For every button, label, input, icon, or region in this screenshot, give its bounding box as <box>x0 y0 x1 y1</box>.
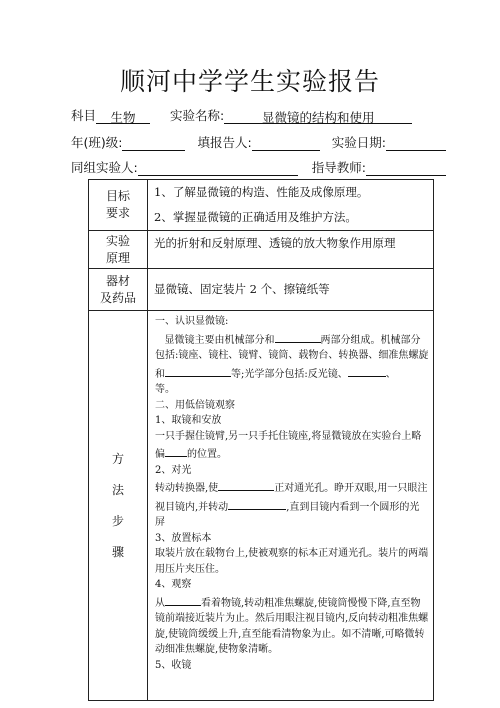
section-2-title: 二、用低倍镜观察 <box>155 399 235 411</box>
s1-text-d: 、 <box>385 368 396 380</box>
teacher-label: 指导教师: <box>311 160 366 175</box>
s2-4-text-b: 看着物镜,转动粗准焦螺旋,使镜筒慢慢下降,直至物镜前端接近装片为止。然后用眼注视目镜内,反向转动粗准焦螺旋,使镜筒缓缓上升,直至能看清物象为止。如不清晰,可略微转动细准焦螺旋,使物象清晰。 <box>155 597 429 655</box>
date-field[interactable] <box>386 135 446 151</box>
goals-content <box>148 180 434 231</box>
method-label-char-1: 方 <box>111 451 124 466</box>
blank-mirror[interactable] <box>228 497 286 510</box>
teacher-field[interactable] <box>366 160 446 176</box>
s1-text-a: 显微镜主要由机械部分和 <box>164 334 275 346</box>
materials-content: 显微镜、固定装片 2 个、擦镜纸等 <box>148 269 434 311</box>
s1-text-b: 两部分组成。机械部分包括:镜座、镜柱、镜臂、镜筒、载物台、转换器、细准焦螺旋和 <box>155 334 429 380</box>
report-title: 顺河中学学生实验报告 <box>119 67 380 96</box>
s2-4-text-a: 从 <box>155 597 165 609</box>
blank-side[interactable] <box>165 593 201 606</box>
experiment-name-label: 实验名称: <box>170 108 225 123</box>
step-4-title: 4、观察 <box>155 579 192 590</box>
header-row-1 <box>71 106 412 124</box>
step-1-title: 1、取镜和安放 <box>155 415 222 426</box>
step-3-title: 3、放置标本 <box>155 532 212 544</box>
method-label-char-4: 骤 <box>111 544 124 559</box>
s2-1-text-b: 的位置。 <box>187 449 227 460</box>
goals-label-line-1: 目标 <box>105 189 130 203</box>
partner-label: 同组实验人: <box>71 160 138 175</box>
goal-1: 1、了解显微镜的构造、性能及成像原理。 <box>154 185 369 199</box>
row-principle <box>89 231 434 269</box>
goals-label <box>89 180 148 231</box>
experiment-name-field[interactable]: 显微镜的结构和使用 <box>224 108 412 124</box>
materials-label <box>89 269 148 311</box>
step-2-text <box>155 478 429 531</box>
blank-direction[interactable] <box>165 444 187 457</box>
reporter-field[interactable] <box>252 135 320 151</box>
blank-optical-part[interactable] <box>275 330 321 343</box>
s1-text-c: 等;光学部分包括:反光镜、 <box>231 368 348 380</box>
reporter-label: 填报告人: <box>197 135 252 150</box>
s1-text-e: 等。 <box>155 384 175 395</box>
goal-2: 2、掌握显微镜的正确适用及维护方法。 <box>154 210 357 224</box>
materials-label-line-1: 器材 <box>105 273 130 288</box>
partner-field[interactable] <box>138 160 298 176</box>
s2-2-text-c: ,直到目镜内看到一个圆形的光屏 <box>155 501 420 528</box>
header-row-2 <box>71 133 446 151</box>
subject-label: 科目 <box>71 108 97 123</box>
section-1-text <box>155 330 429 398</box>
grade-label: 年(班)级: <box>71 135 123 150</box>
subject-field[interactable]: 生物 <box>96 108 150 124</box>
principle-label-line-2: 原理 <box>105 250 130 265</box>
step-3-text: 取装片放在载物台上,使被观察的标本正对通光孔。装片的两端用压片夹压住。 <box>155 548 429 575</box>
materials-label-line-2: 及药品 <box>99 290 136 305</box>
row-method <box>89 311 434 701</box>
step-5-title: 5、收镜 <box>155 659 192 671</box>
row-materials <box>89 269 434 311</box>
date-label: 实验日期: <box>331 135 386 150</box>
goals-label-line-2: 要求 <box>105 206 130 220</box>
step-4-text <box>155 593 429 658</box>
blank-coarse-focus[interactable] <box>165 364 231 377</box>
row-goals <box>89 180 434 231</box>
principle-label <box>89 231 148 269</box>
method-label-char-3: 步 <box>111 513 124 528</box>
report-table <box>88 179 434 701</box>
s2-2-text-a: 转动转换器,使 <box>155 483 219 494</box>
method-label-char-2: 法 <box>111 482 124 497</box>
principle-content: 光的折射和反射原理、透镜的放大物象作用原理 <box>148 231 434 269</box>
header-row-3 <box>71 158 446 176</box>
principle-label-line-1: 实验 <box>105 233 130 248</box>
s2-2-text-b: 正对通光孔。睁开双眼,用一只眼注视目镜内,并转动 <box>155 483 428 513</box>
step-1-text <box>155 429 429 463</box>
blank-eyepiece[interactable] <box>348 364 386 377</box>
method-label <box>89 311 148 701</box>
step-2-title: 2、对光 <box>155 464 192 476</box>
method-content <box>148 311 434 701</box>
section-1-title: 一、认识显微镜: <box>155 316 229 327</box>
blank-objective[interactable] <box>218 478 274 491</box>
grade-field[interactable] <box>122 135 185 151</box>
s2-1-text-a: 一只手握住镜臂,另一只手托住镜座,将显微镜放在实验台上略偏 <box>155 430 422 460</box>
